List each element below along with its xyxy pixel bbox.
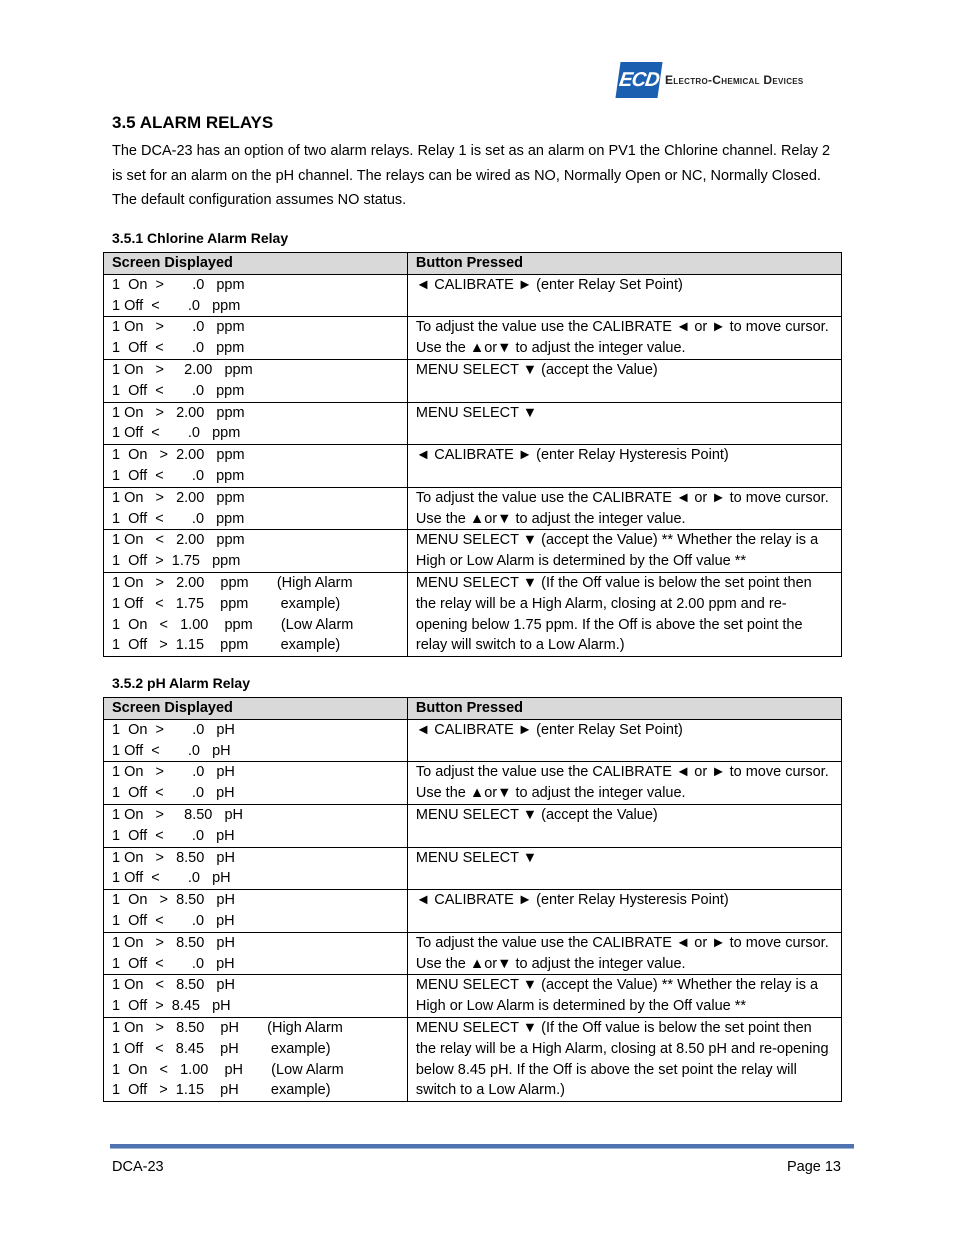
chlorine-alarm-table xyxy=(103,252,842,657)
screen-line: 1 On > .0 pH xyxy=(112,721,235,738)
button-pressed-cell: To adjust the value use the CALIBRATE ◄ or ► to move cursor. Use the ▲or▼ to adjust the integer value. xyxy=(407,762,841,805)
screen-line: 1 Off > 8.45 pH xyxy=(112,998,231,1015)
table-row xyxy=(104,1017,842,1101)
footer-doc-name: DCA-23 xyxy=(112,1159,164,1175)
screen-line: 1 Off < .0 ppm xyxy=(112,425,241,442)
screen-displayed-cell xyxy=(104,932,408,975)
screen-line: 1 On > .0 ppm xyxy=(112,276,245,293)
button-pressed-cell: ◄ CALIBRATE ► (enter Relay Set Point) xyxy=(407,719,841,762)
screen-line: 1 On > 2.00 ppm xyxy=(112,489,245,506)
screen-line: 1 Off > 1.75 ppm xyxy=(112,553,241,570)
col-screen-displayed: Screen Displayed xyxy=(104,698,408,720)
screen-line: 1 Off < .0 ppm xyxy=(112,340,245,357)
screen-line: 1 Off < .0 pH xyxy=(112,742,231,759)
table-row xyxy=(104,445,842,488)
table-row xyxy=(104,847,842,890)
screen-displayed-cell xyxy=(104,762,408,805)
screen-line: 1 Off < .0 pH xyxy=(112,912,235,929)
table-row xyxy=(104,359,842,402)
ph-alarm-table xyxy=(103,697,842,1102)
screen-line: 1 Off > 1.15 ppm example) xyxy=(112,637,341,654)
screen-displayed-cell xyxy=(104,975,408,1018)
button-pressed-cell: MENU SELECT ▼ (accept the Value) ** Whether the relay is a High or Low Alarm is determined by the Off value ** xyxy=(407,975,841,1018)
chlorine-table-title: 3.5.1 Chlorine Alarm Relay xyxy=(112,230,289,246)
table-row xyxy=(104,487,842,530)
screen-line: 1 On < 8.50 pH xyxy=(112,977,235,994)
screen-line: 1 Off < .0 pH xyxy=(112,955,235,972)
table-row xyxy=(104,804,842,847)
button-pressed-cell: MENU SELECT ▼ (accept the Value) xyxy=(407,804,841,847)
screen-line: 1 On > 8.50 pH xyxy=(112,892,235,909)
screen-line: 1 On > 2.00 ppm xyxy=(112,404,245,421)
button-pressed-cell: To adjust the value use the CALIBRATE ◄ or ► to move cursor. Use the ▲or▼ to adjust the integer value. xyxy=(407,932,841,975)
table-row xyxy=(104,762,842,805)
ph-table-body xyxy=(104,719,842,1101)
section-intro: The DCA-23 has an option of two alarm relays. Relay 1 is set as an alarm on PV1 the Chlorine channel. Relay 2 is set for an alarm on the pH channel. The relays can be wired as NO, Normally Open or NC, Normally Closed. The default configuration assumes NO status. xyxy=(112,143,831,208)
screen-line: 1 Off < .0 pH xyxy=(112,785,235,802)
screen-line: 1 Off < .0 pH xyxy=(112,870,231,887)
footer-rule xyxy=(110,1144,854,1148)
screen-displayed-cell xyxy=(104,317,408,360)
screen-displayed-cell xyxy=(104,1017,408,1101)
screen-displayed-cell xyxy=(104,487,408,530)
screen-displayed-cell xyxy=(104,804,408,847)
screen-line: 1 On > 8.50 pH xyxy=(112,934,235,951)
button-pressed-cell: ◄ CALIBRATE ► (enter Relay Hysteresis Point) xyxy=(407,445,841,488)
col-button-pressed: Button Pressed xyxy=(407,698,841,720)
button-pressed-cell: MENU SELECT ▼ (accept the Value) xyxy=(407,359,841,402)
table-row xyxy=(104,572,842,656)
screen-line: 1 On > 8.50 pH xyxy=(112,849,235,866)
screen-line: 1 On > 8.50 pH xyxy=(112,806,243,823)
button-pressed-cell: MENU SELECT ▼ xyxy=(407,847,841,890)
button-pressed-cell: To adjust the value use the CALIBRATE ◄ or ► to move cursor. Use the ▲or▼ to adjust the integer value. xyxy=(407,317,841,360)
screen-line: 1 On < 2.00 ppm xyxy=(112,532,245,549)
screen-line: 1 On > 2.00 ppm xyxy=(112,361,253,378)
screen-line: 1 On > 2.00 ppm (High Alarm xyxy=(112,574,353,591)
table-row xyxy=(104,890,842,933)
screen-line: 1 Off < 8.45 pH example) xyxy=(112,1040,331,1057)
screen-line: 1 Off < .0 ppm xyxy=(112,467,245,484)
table-row xyxy=(104,530,842,573)
screen-displayed-cell xyxy=(104,890,408,933)
screen-line: 1 On > 8.50 pH (High Alarm xyxy=(112,1019,343,1036)
col-button-pressed: Button Pressed xyxy=(407,253,841,275)
screen-displayed-cell xyxy=(104,719,408,762)
button-pressed-cell: ◄ CALIBRATE ► (enter Relay Hysteresis Point) xyxy=(407,890,841,933)
chlorine-table-body xyxy=(104,274,842,656)
screen-displayed-cell xyxy=(104,402,408,445)
ph-table-title: 3.5.2 pH Alarm Relay xyxy=(112,675,250,691)
screen-displayed-cell xyxy=(104,847,408,890)
table-row xyxy=(104,932,842,975)
button-pressed-cell: To adjust the value use the CALIBRATE ◄ or ► to move cursor. Use the ▲or▼ to adjust the integer value. xyxy=(407,487,841,530)
company-logo xyxy=(618,60,804,100)
screen-displayed-cell xyxy=(104,572,408,656)
table-row xyxy=(104,719,842,762)
screen-displayed-cell xyxy=(104,445,408,488)
col-screen-displayed: Screen Displayed xyxy=(104,253,408,275)
table-header-row xyxy=(104,698,842,720)
table-row xyxy=(104,274,842,317)
button-pressed-cell: MENU SELECT ▼ (accept the Value) ** Whether the relay is a High or Low Alarm is determined by the Off value ** xyxy=(407,530,841,573)
screen-line: 1 Off < .0 ppm xyxy=(112,382,245,399)
screen-line: 1 Off > 1.15 pH example) xyxy=(112,1082,331,1099)
section-title: 3.5 ALARM RELAYS xyxy=(112,113,274,132)
screen-displayed-cell xyxy=(104,274,408,317)
ecd-logo-mark: ECD xyxy=(615,62,662,98)
table-row xyxy=(104,402,842,445)
button-pressed-cell: MENU SELECT ▼ (If the Off value is below the set point then the relay will be a High Alarm, closing at 2.00 ppm and re-opening below 1.75 ppm. If the Off is above the set point the relay will switch to a Low Alarm.) xyxy=(407,572,841,656)
button-pressed-cell: MENU SELECT ▼ xyxy=(407,402,841,445)
screen-line: 1 On < 1.00 ppm (Low Alarm xyxy=(112,616,354,633)
screen-line: 1 On > .0 pH xyxy=(112,764,235,781)
screen-line: 1 Off < .0 ppm xyxy=(112,510,245,527)
footer-page-number: Page 13 xyxy=(786,1159,841,1175)
company-name: Electro-Chemical Devices xyxy=(665,73,804,87)
table-row xyxy=(104,975,842,1018)
table-row xyxy=(104,317,842,360)
screen-displayed-cell xyxy=(104,359,408,402)
button-pressed-cell: ◄ CALIBRATE ► (enter Relay Set Point) xyxy=(407,274,841,317)
screen-line: 1 Off < .0 ppm xyxy=(112,297,241,314)
screen-line: 1 On < 1.00 pH (Low Alarm xyxy=(112,1061,344,1078)
screen-line: 1 On > 2.00 ppm xyxy=(112,447,245,464)
screen-line: 1 Off < .0 pH xyxy=(112,827,235,844)
table-header-row xyxy=(104,253,842,275)
button-pressed-cell: MENU SELECT ▼ (If the Off value is below the set point then the relay will be a High Alarm, closing at 8.50 pH and re-opening below 8.45 pH. If the Off is above the set point the relay will switch to a Low Alarm.) xyxy=(407,1017,841,1101)
screen-displayed-cell xyxy=(104,530,408,573)
screen-line: 1 On > .0 ppm xyxy=(112,319,245,336)
screen-line: 1 Off < 1.75 ppm example) xyxy=(112,595,341,612)
